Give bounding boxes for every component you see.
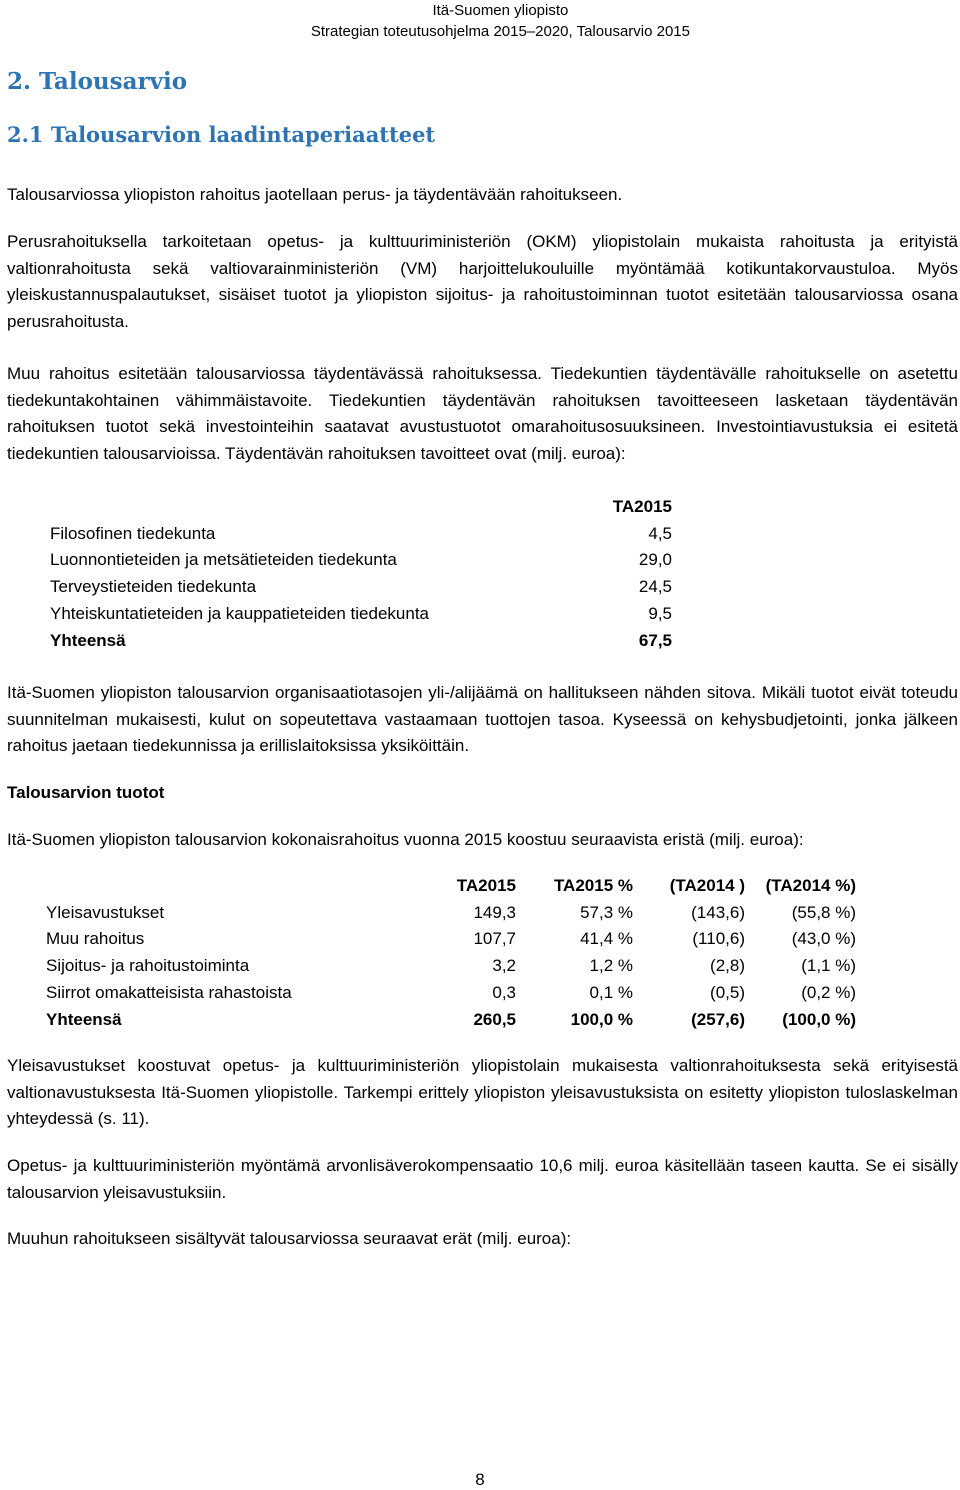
paragraph-total-funding: Itä-Suomen yliopiston talousarvion kokonaisrahoitus vuonna 2015 koostuu seuraavista eristä (milj. euroa): <box>7 830 804 849</box>
subheading-revenues: Talousarvion tuotot <box>7 783 165 802</box>
column-header: (TA2014 ) <box>669 876 745 895</box>
total-value: (257,6) <box>691 1009 745 1029</box>
total-label: Yhteensä <box>50 630 126 650</box>
paragraph-muu-rahoitus: Muu rahoitus esitetään talousarviossa täydentävässä rahoituksessa. Tiedekuntien täydentävälle rahoitukselle on asetettu tiedekuntakohtainen vähimmäistavoite. Tiedekuntien täydentävän rahoituksen tavoitteeseen lasketaan täydentävän rahoituksen tuotot sekä investointeihin saatavat avustustuotot omarahoitusosuuksineen. Investointiavustuksia ei esitetä tiedekuntien talousarvioissa. Täydentävän rahoituksen tavoitteet ovat (milj. euroa): <box>7 364 958 464</box>
row-value: 4,5 <box>648 523 672 543</box>
table-row <box>46 953 856 980</box>
row-label: Sijoitus- ja rahoitustoiminta <box>46 956 250 976</box>
row-value: 107,7 <box>473 929 516 949</box>
row-value: 9,5 <box>648 603 672 623</box>
paragraph-binding-budget: Itä-Suomen yliopiston talousarvion organisaatiotasojen yli-/alijäämä on hallitukseen nähden sitova. Mikäli tuotot eivät toteudu suunnitelman mukaisesti, kulut on sopeutettava vastaamaan tuottojen tasoa. Kyseessä on kehysbudjetointi, jonka jälkeen rahoitus jaetaan tiedekunnissa ja erillislaitoksissa yksiköittäin. <box>7 683 958 756</box>
row-value: (43,0 %) <box>791 929 856 949</box>
page-number: 8 <box>475 1470 485 1489</box>
table-row <box>50 574 672 601</box>
table-row <box>46 900 856 927</box>
total-value: 260,5 <box>473 1009 516 1029</box>
row-value: 41,4 % <box>580 929 633 949</box>
row-value: 0,3 <box>492 982 516 1002</box>
table-row <box>50 547 672 574</box>
total-value: 67,5 <box>638 630 672 650</box>
paragraph-perusrahoitus: Perusrahoituksella tarkoitetaan opetus- ja kulttuuriministeriön (OKM) yliopistolain mukaista rahoitusta ja erityistä valtionrahoitusta sekä valtiovarainministeriön (VM) harjoittelukouluille myöntämää kotikuntakorvaustuloa. Myös yleiskustannuspalautukset, sisäiset tuotot ja yliopiston sijoitus- ja rahoitustoiminnan tuotot esitetään talousarviossa osana perusrahoitusta. <box>7 232 958 332</box>
row-value: (2,8) <box>710 956 745 976</box>
row-value: 1,2 % <box>589 956 633 976</box>
table-row <box>50 521 672 548</box>
row-value: (1,1 %) <box>801 956 856 976</box>
row-label: Filosofinen tiedekunta <box>50 523 216 543</box>
column-header: TA2015 % <box>553 876 633 895</box>
table-row <box>46 926 856 953</box>
row-label: Muu rahoitus <box>46 929 145 949</box>
section-heading: 2. Talousarvio <box>7 68 188 95</box>
row-value: 24,5 <box>638 577 672 597</box>
column-header: TA2015 <box>456 876 516 895</box>
row-value: (0,2 %) <box>801 982 856 1002</box>
paragraph-general-grants: Yleisavustukset koostuvat opetus- ja kulttuuriministeriön yliopistolain mukaisesta valtionrahoituksesta sekä erityisestä valtionavustuksesta Itä-Suomen yliopistolle. Tarkempi erittely yliopiston yleisavustuksista on esitetty yliopiston tuloslaskelman yhteydessä (s. 11). <box>7 1056 958 1129</box>
paragraph-other-funding: Muuhun rahoitukseen sisältyvät talousarviossa seuraavat erät (milj. euroa): <box>7 1229 572 1248</box>
total-funding-table <box>46 873 856 1033</box>
row-value: 57,3 % <box>580 902 633 922</box>
column-header: (TA2014 %) <box>765 876 856 895</box>
row-label: Terveystieteiden tiedekunta <box>50 577 257 597</box>
supplementary-funding-table <box>50 494 672 654</box>
row-label: Yhteiskuntatieteiden ja kauppatieteiden tiedekunta <box>50 603 430 623</box>
row-label: Luonnontieteiden ja metsätieteiden tiedekunta <box>50 550 397 570</box>
row-value: (0,5) <box>710 982 745 1002</box>
row-value: 29,0 <box>638 550 672 570</box>
table-header-row <box>46 873 856 900</box>
column-header: TA2015 <box>612 497 672 516</box>
table-row <box>50 601 672 628</box>
table-row <box>46 980 856 1007</box>
table-header-row <box>50 494 672 521</box>
row-value: (143,6) <box>691 902 745 922</box>
table-total-row <box>50 628 672 655</box>
header-document-title: Strategian toteutusohjelma 2015–2020, Talousarvio 2015 <box>310 23 690 40</box>
row-label: Siirrot omakatteisista rahastoista <box>46 982 292 1002</box>
table-total-row <box>46 1007 856 1034</box>
row-value: (110,6) <box>692 929 745 949</box>
header-university: Itä-Suomen yliopisto <box>432 2 569 19</box>
page-header <box>311 0 690 42</box>
row-value: 149,3 <box>473 902 516 922</box>
total-label: Yhteensä <box>46 1009 122 1029</box>
row-value: 0,1 % <box>589 982 633 1002</box>
total-value: 100,0 % <box>570 1009 633 1029</box>
row-value: 3,2 <box>492 956 516 976</box>
row-label: Yleisavustukset <box>46 902 165 922</box>
row-value: (55,8 %) <box>791 902 856 922</box>
total-value: (100,0 %) <box>782 1009 856 1029</box>
paragraph-intro: Talousarviossa yliopiston rahoitus jaotellaan perus- ja täydentävään rahoitukseen. <box>7 185 623 204</box>
paragraph-vat-compensation: Opetus- ja kulttuuriministeriön myöntämä arvonlisäverokompensaatio 10,6 milj. euroa käsitellään taseen kautta. Se ei sisälly talousarvion yleisavustuksiin. <box>7 1156 958 1202</box>
subsection-heading: 2.1 Talousarvion laadintaperiaatteet <box>7 122 436 147</box>
